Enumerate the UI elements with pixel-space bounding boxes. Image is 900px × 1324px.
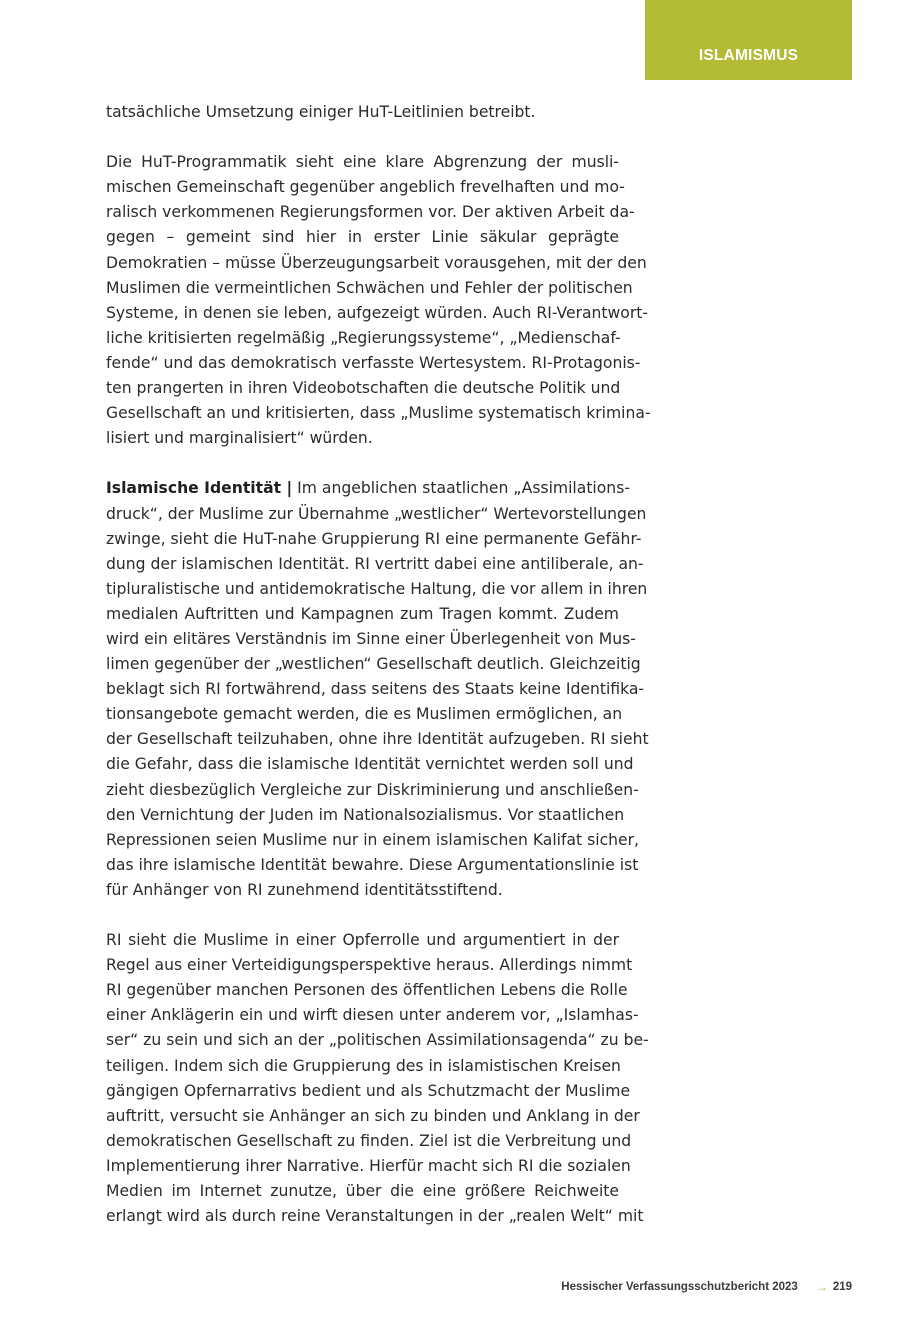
text-line: tipluralistische und antidemokratische Haltung, die vor allem in ihren xyxy=(106,579,648,598)
text-line: fende“ und das demokratisch verfasste Wertesystem. RI-Protagonis- xyxy=(106,353,641,372)
text-line: Medien im Internet zunutze, über die eine größere Reichweite xyxy=(106,1182,619,1201)
text-line: Gesellschaft an und kritisierten, dass „Muslime systematisch krimina- xyxy=(106,404,651,423)
text-line: Die HuT-Programmatik sieht eine klare Abgrenzung der musli- xyxy=(106,153,619,172)
text-line: für Anhänger von RI zunehmend identitätsstiftend. xyxy=(106,880,503,899)
text-line: demokratischen Gesellschaft zu finden. Ziel ist die Verbreitung und xyxy=(106,1131,632,1150)
arrow-right-icon: → xyxy=(815,1280,828,1294)
text-line: lisiert und marginalisiert“ würden. xyxy=(106,429,373,448)
text-line: RI sieht die Muslime in einer Opferrolle und argumentiert in der xyxy=(106,931,619,950)
text-line: gängigen Opfernarrativs bedient und als Schutzmacht der Muslime xyxy=(106,1081,631,1100)
text-line: einer Anklägerin ein und wirft diesen unter anderem vor, „Islamhas- xyxy=(106,1006,639,1025)
section-label: ISLAMISMUS xyxy=(698,47,799,64)
text-line: Regel aus einer Verteidigungsperspektive heraus. Allerdings nimmt xyxy=(106,956,633,975)
paragraph xyxy=(106,150,651,451)
text-line: teiligen. Indem sich die Gruppierung des in islamistischen Kreisen xyxy=(106,1056,621,1075)
text-line: liche kritisierten regelmäßig „Regierungssysteme“, „Medienschaf- xyxy=(106,328,621,347)
text-line: den Vernichtung der Juden im Nationalsozialismus. Vor staatlichen xyxy=(106,805,625,824)
publication-title: Hessischer Verfassungsschutzbericht 2023 xyxy=(561,1281,798,1293)
section-tab xyxy=(645,0,852,80)
text-line: gegen – gemeint sind hier in erster Linie säkular geprägte xyxy=(106,228,619,247)
text-line: Demokratien – müsse Überzeugungsarbeit vorausgehen, mit der den xyxy=(106,253,647,272)
text-line: limen gegenüber der „westlichen“ Gesellschaft deutlich. Gleichzeitig xyxy=(106,655,641,674)
text-line: wird ein elitäres Verständnis im Sinne einer Überlegenheit von Mus- xyxy=(106,629,636,648)
text-line: zwinge, sieht die HuT-nahe Gruppierung RI eine permanente Gefähr- xyxy=(106,529,642,548)
text-line: mischen Gemeinschaft gegenüber angeblich frevelhaften und mo- xyxy=(106,178,625,197)
paragraph xyxy=(106,100,619,125)
paragraph-lead: Islamische Identität | xyxy=(106,479,293,498)
text-line xyxy=(106,476,630,501)
text-line: tionsangebote gemacht werden, die es Muslimen ermöglichen, an xyxy=(106,705,623,724)
text-line: druck“, der Muslime zur Übernahme „westlicher“ Wertevorstellungen xyxy=(106,504,647,523)
text-line: Muslimen die vermeintlichen Schwächen und Fehler der politischen xyxy=(106,278,633,297)
paragraph xyxy=(106,476,649,903)
text-line: der Gesellschaft teilzuhaben, ohne ihre Identität aufzugeben. RI sieht xyxy=(106,730,649,749)
text-line: medialen Auftritten und Kampagnen zum Tragen kommt. Zudem xyxy=(106,604,619,623)
text-line: beklagt sich RI fortwährend, dass seitens des Staats keine Identifika- xyxy=(106,680,645,699)
text-line: ralisch verkommenen Regierungsformen vor. Der aktiven Arbeit da- xyxy=(106,203,635,222)
text-line: ten prangerten in ihren Videobotschaften die deutsche Politik und xyxy=(106,379,621,398)
text-line: das ihre islamische Identität bewahre. Diese Argumentationslinie ist xyxy=(106,855,639,874)
text-line: Repressionen seien Muslime nur in einem islamischen Kalifat sicher, xyxy=(106,830,639,849)
text-line: auftritt, versucht sie Anhänger an sich zu binden und Anklang in der xyxy=(106,1106,640,1125)
text-line: tatsächliche Umsetzung einiger HuT-Leitlinien betreibt. xyxy=(106,103,536,121)
text-line: Systeme, in denen sie leben, aufgezeigt würden. Auch RI-Verantwort- xyxy=(106,303,648,322)
text-line: RI gegenüber manchen Personen des öffentlichen Lebens die Rolle xyxy=(106,981,628,1000)
page-footer xyxy=(561,1280,852,1294)
paragraph xyxy=(106,928,649,1229)
text-line: dung der islamischen Identität. RI vertritt dabei eine antiliberale, an- xyxy=(106,554,644,573)
text-line: ser“ zu sein und sich an der „politischen Assimilationsagenda“ zu be- xyxy=(106,1031,649,1050)
text-line: Implementierung ihrer Narrative. Hierfür macht sich RI die sozialen xyxy=(106,1156,631,1175)
text-line: zieht diesbezüglich Vergleiche zur Diskriminierung und anschließen- xyxy=(106,780,639,799)
page-number: 219 xyxy=(832,1281,852,1293)
text-line: erlangt wird als durch reine Veranstaltungen in der „realen Welt“ mit xyxy=(106,1207,644,1226)
text-line: die Gefahr, dass die islamische Identität vernichtet werden soll und xyxy=(106,755,634,774)
body-text xyxy=(106,100,651,1254)
text-line-rest: Im angeblichen staatlichen „Assimilations- xyxy=(292,479,630,498)
